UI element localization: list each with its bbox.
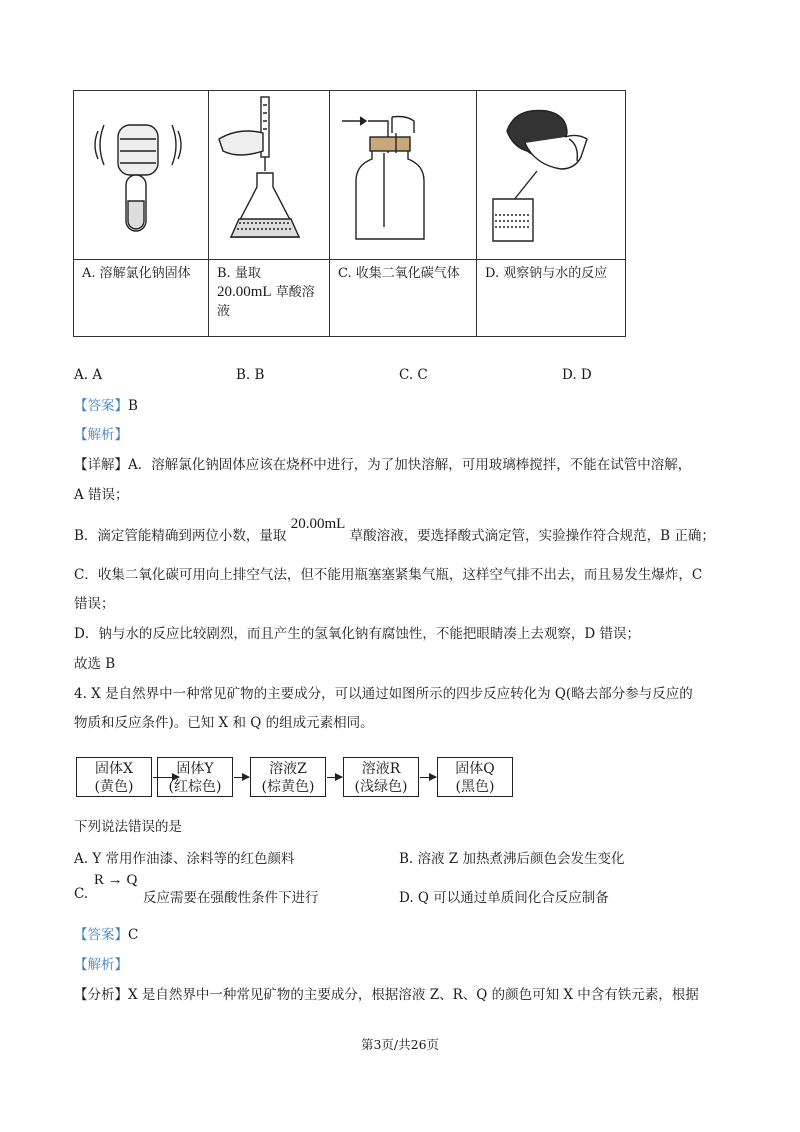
q3-answer: 【答案】B [74,398,138,414]
choice-a: A. A [74,367,103,383]
q3-detail-line-4: C．收集二氧化碳可用向上排空气法，但不能用瓶塞塞紧集气瓶，这样空气排不出去，而且易发生爆炸，C [74,567,703,583]
q4-option-c-label: C. [74,886,89,902]
choice-c: C. C [399,367,428,383]
q4-option-c-text: 反应需要在强酸性条件下进行 [143,890,319,906]
q4-option-a: A. Y 常用作油漆、涂料等的红色颜料 [74,851,295,867]
q3-detail-line-3: B．滴定管能精确到两位小数，量取 20.00mL 草酸溶液，要选择酸式滴定管，实验操作符合规范，B 正确； [74,516,715,544]
flow-arrow-4 [420,777,436,778]
image-measure-oxalic-acid [209,91,330,260]
flow-arrow-3 [327,777,342,778]
image-dissolve-nacl [74,91,209,260]
q4-option-c-formula: R → Q [94,872,138,888]
flow-box-q: 固体Q (黑色) [437,757,513,797]
flow-box-x: 固体X (黄色) [76,757,152,797]
caption-b: B. 量取 20.00mL 草酸溶液 [209,260,330,337]
flow-box-r: 溶液R (浅绿色) [343,757,419,797]
experiment-table [73,90,626,337]
q4-analysis-line: 【分析】X 是自然界中一种常见矿物的主要成分，根据溶液 Z、R、Q 的颜色可知 X 中含有铁元素，根据 [74,987,699,1003]
choice-d: D. D [562,367,592,383]
q4-stem-line-1: 4. X 是自然界中一种常见矿物的主要成分，可以通过如图所示的四步反应转化为 Q(略去部分参与反应的 [74,686,693,702]
q4-question: 下列说法错误的是 [74,819,182,835]
flow-arrow-2 [234,777,249,778]
q3-detail-line-5: 错误； [74,596,115,612]
q4-option-d: D. Q 可以通过单质间化合反应制备 [399,890,609,906]
flow-box-y: 固体Y (红棕色) [157,757,233,797]
q4-analysis-tag: 【解析】 [74,957,128,973]
choice-b: B. B [236,367,265,383]
image-collect-co2 [330,91,477,260]
q3-analysis-tag: 【解析】 [74,427,128,443]
q4-option-b: B. 溶液 Z 加热煮沸后颜色会发生变化 [399,851,625,867]
page-number: 第3页/共26页 [360,1037,440,1052]
caption-d: D. 观察钠与水的反应 [477,260,626,337]
image-observe-sodium-water [477,91,626,260]
q3-detail-line-1: 【详解】A．溶解氯化钠固体应该在烧杯中进行，为了加快溶解，可用玻璃棒搅拌，不能在试管中溶解， [74,457,692,473]
caption-a: A. 溶解氯化钠固体 [74,260,209,337]
flow-box-z: 溶液Z (棕黄色) [250,757,326,797]
q3-detail-line-7: 故选 B [74,656,116,672]
q3-detail-line-6: D．钠与水的反应比较剧烈，而且产生的氢氧化钠有腐蚀性，不能把眼睛凑上去观察，D 错误； [74,626,640,642]
q3-detail-line-2: A 错误； [74,487,129,503]
caption-c: C. 收集二氧化碳气体 [330,260,477,337]
q4-answer: 【答案】C [74,927,139,943]
q4-stem-line-2: 物质和反应条件)。已知 X 和 Q 的组成元素相同。 [74,715,374,731]
